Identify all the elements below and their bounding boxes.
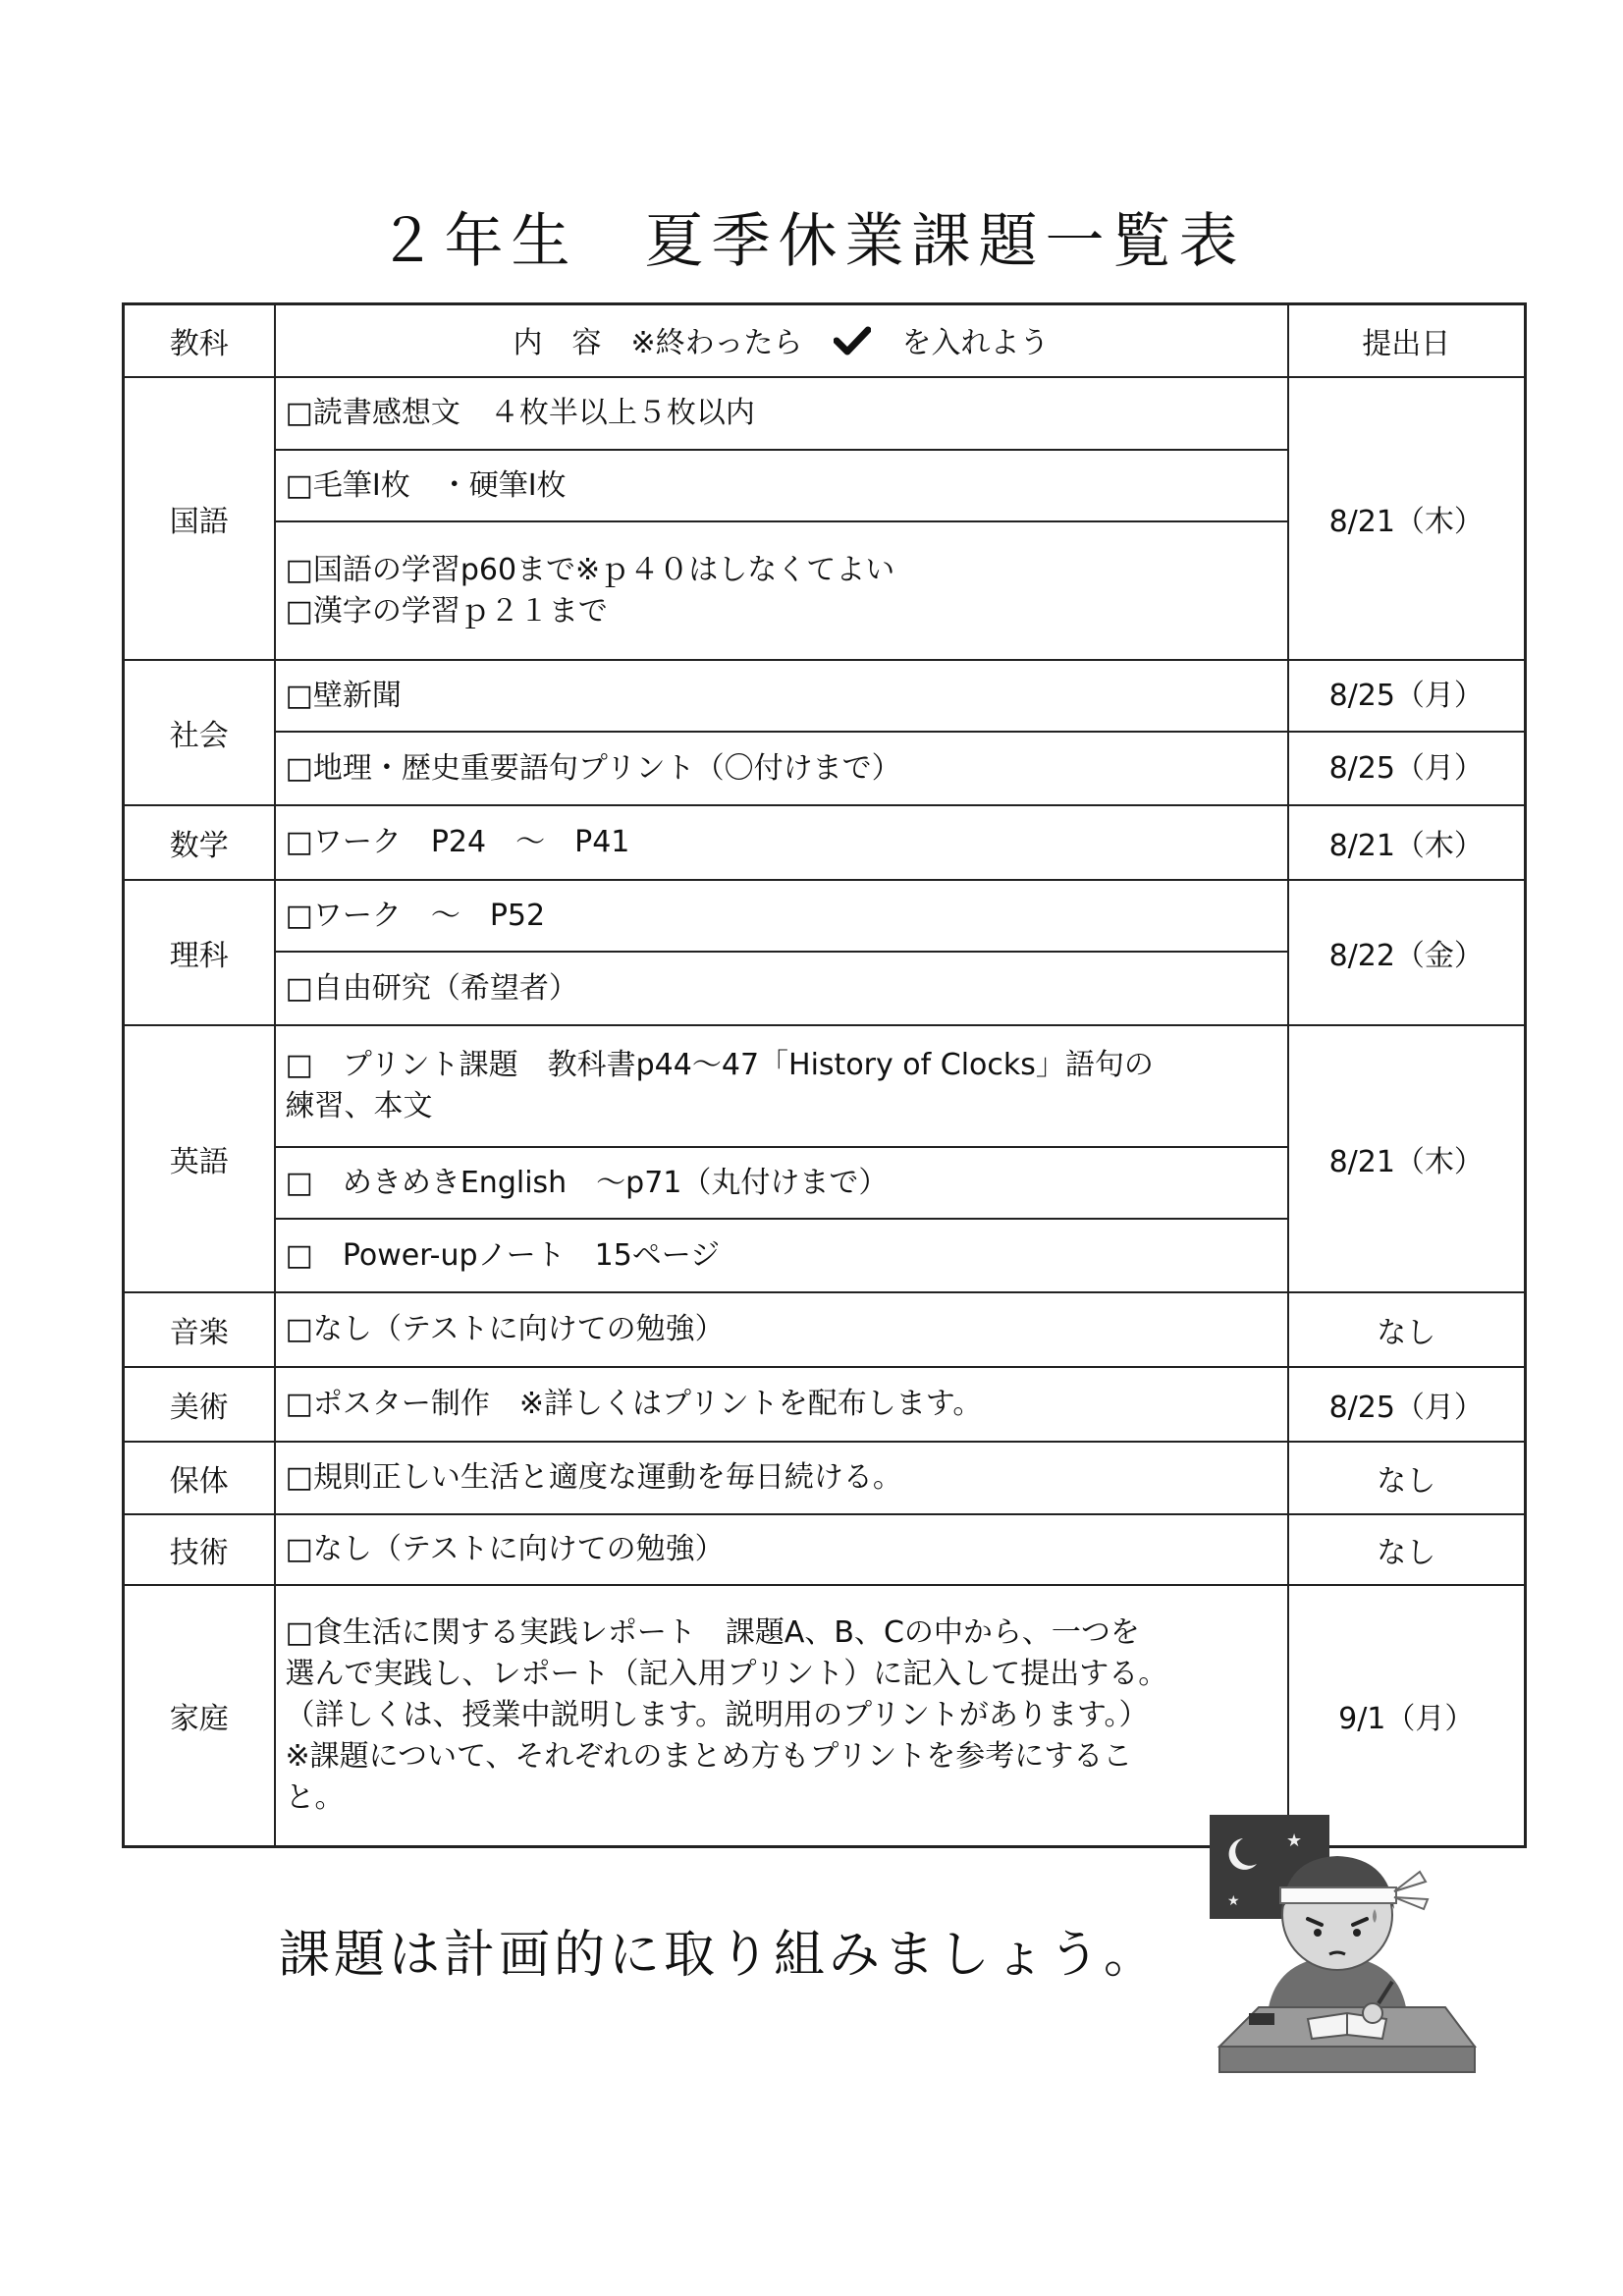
content-eigo — [275, 1025, 1288, 1292]
content-rika — [275, 880, 1288, 1025]
task-item[interactable]: □ プリント課題 教科書p44～47「History of Clocks」語句の 練習、本文 — [276, 1026, 1287, 1148]
row-rika — [124, 880, 1526, 1025]
headband-knot — [1394, 1872, 1428, 1909]
header-subject: 教科 — [124, 304, 275, 378]
content-katei[interactable]: □食生活に関する実践レポート 課題A、B、Cの中から、一つを 選んで実践し、レポート（記入用プリント）に記入して提出する。 （詳しくは、授業中説明します。説明用のプリントがあります。） ※課題について、それぞれのまとめ方もプリントを参考にするこ と。 — [275, 1585, 1288, 1847]
content-shakai — [275, 660, 1288, 805]
subject-ongaku: 音楽 — [124, 1292, 275, 1367]
illustration-svg — [1200, 1811, 1494, 2105]
page-title: ２年生 夏季休業課題一覧表 — [377, 207, 1246, 276]
task-item[interactable]: □壁新聞 — [276, 661, 1287, 733]
due-ongaku: なし — [1288, 1292, 1526, 1367]
due-rika: 8/22（金） — [1288, 880, 1526, 1025]
boy-hand — [1363, 2003, 1382, 2023]
subject-sugaku: 数学 — [124, 805, 275, 880]
task-item[interactable]: □ めきめきEnglish ～p71（丸付けまで） — [276, 1148, 1287, 1220]
table-header-row — [124, 304, 1526, 378]
subject-bijutsu: 美術 — [124, 1367, 275, 1442]
row-eigo — [124, 1025, 1526, 1292]
due-hotai: なし — [1288, 1442, 1526, 1514]
row-kokugo — [124, 377, 1526, 660]
header-content-pre: 内 容 ※終わったら — [513, 326, 803, 361]
task-item[interactable]: □地理・歴史重要語句プリント（〇付けまで） — [285, 750, 901, 786]
checkmark-icon — [834, 326, 871, 363]
task-item[interactable]: □ワーク ～ P52 — [276, 881, 1287, 953]
row-bijutsu — [124, 1367, 1526, 1442]
content-hotai[interactable]: □規則正しい生活と適度な運動を毎日続ける。 — [275, 1442, 1288, 1514]
content-bijutsu[interactable]: □ポスター制作 ※詳しくはプリントを配布します。 — [275, 1367, 1288, 1442]
header-content — [275, 304, 1288, 378]
content-kokugo — [275, 377, 1288, 660]
headband — [1280, 1887, 1396, 1903]
subject-eigo: 英語 — [124, 1025, 275, 1292]
row-sugaku — [124, 805, 1526, 880]
due-bijutsu: 8/25（月） — [1288, 1367, 1526, 1442]
due-kokugo: 8/21（木） — [1288, 377, 1526, 660]
content-ongaku[interactable]: □なし（テストに向けての勉強） — [275, 1292, 1288, 1367]
task-item[interactable]: □読書感想文 ４枚半以上５枚以内 — [276, 378, 1287, 451]
content-gijutsu[interactable]: □なし（テストに向けての勉強） — [275, 1514, 1288, 1585]
row-hotai — [124, 1442, 1526, 1514]
eye-right — [1353, 1929, 1361, 1937]
header-content-post: を入れよう — [901, 326, 1050, 361]
task-item[interactable]: □自由研究（希望者） — [285, 970, 578, 1006]
due-katei: 9/1（月） — [1288, 1585, 1526, 1847]
desk-front — [1219, 2047, 1475, 2072]
footer-message: 課題は計画的に取り組みましょう。 — [279, 1926, 1160, 1985]
subject-kokugo: 国語 — [124, 377, 275, 660]
subject-gijutsu: 技術 — [124, 1514, 275, 1585]
subject-rika: 理科 — [124, 880, 275, 1025]
subject-katei: 家庭 — [124, 1585, 275, 1847]
row-shakai — [124, 660, 1526, 805]
due-eigo: 8/21（木） — [1288, 1025, 1526, 1292]
eye-left — [1314, 1929, 1322, 1937]
due-sugaku: 8/21（木） — [1288, 805, 1526, 880]
assignment-table — [122, 302, 1527, 1848]
star-icon: ★ — [1227, 1893, 1240, 1909]
row-gijutsu — [124, 1514, 1526, 1585]
subject-hotai: 保体 — [124, 1442, 275, 1514]
task-item[interactable]: □毛筆Ⅰ枚 ・硬筆Ⅰ枚 — [276, 451, 1287, 522]
due-shakai: 8/25（月） 8/25（月） — [1288, 660, 1526, 805]
task-item[interactable]: □国語の学習p60まで※ｐ４０はしなくてよい □漢字の学習ｐ２１まで — [285, 552, 895, 629]
subject-shakai: 社会 — [124, 660, 275, 805]
eraser — [1249, 2013, 1274, 2025]
task-item[interactable]: □ Power-upノート 15ページ — [285, 1237, 721, 1273]
star-icon: ★ — [1286, 1831, 1303, 1851]
row-katei — [124, 1585, 1526, 1847]
row-ongaku — [124, 1292, 1526, 1367]
due-gijutsu: なし — [1288, 1514, 1526, 1585]
content-sugaku[interactable]: □ワーク P24 ～ P41 — [275, 805, 1288, 880]
studying-boy-illustration — [1200, 1811, 1494, 2109]
header-due: 提出日 — [1288, 304, 1526, 378]
